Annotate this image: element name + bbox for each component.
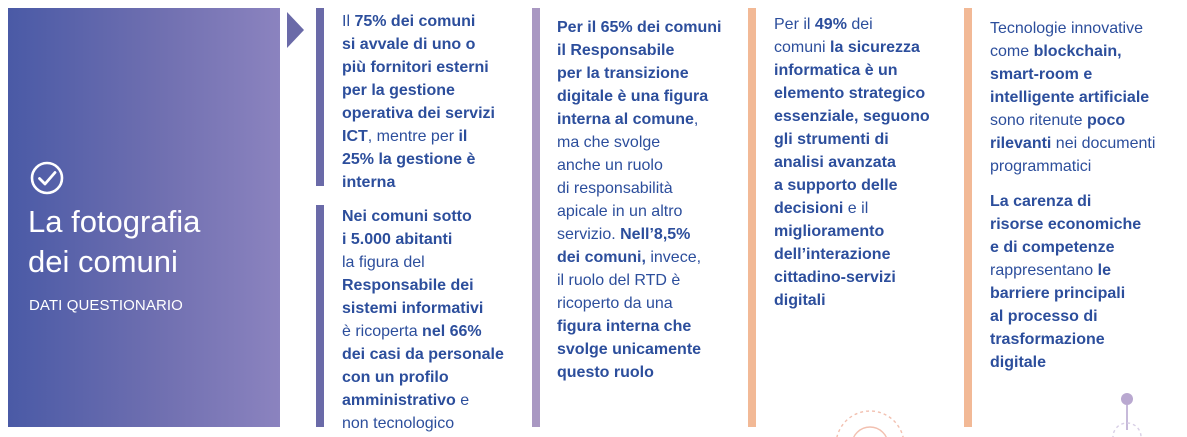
page-title-line-2: dei comuni: [28, 244, 178, 279]
body-text: e non tecnologico: [342, 392, 470, 432]
header-panel: [8, 8, 280, 427]
page-title-line-1: La fotografia: [28, 204, 201, 239]
body-text: Tecnologie innovative come: [990, 20, 1143, 60]
accent-bar-col2: [532, 8, 540, 427]
highlighted-text: 75% dei comuni si avvale di uno o più fornitori esterni per la gestione operativa dei servizi ICT: [342, 13, 495, 145]
accent-bar-col3: [748, 8, 756, 427]
body-text: , ma che svolge anche un ruolo di responsabilità apicale in un altro servizio.: [557, 111, 699, 243]
accent-bar-col1-bottom: [316, 205, 324, 427]
decorative-network-graphic: [1090, 388, 1150, 437]
body-text: rappresentano: [990, 262, 1094, 279]
body-text: e il: [847, 200, 869, 217]
stat-block-barriers: [990, 190, 1180, 374]
accent-bar-col4: [964, 8, 972, 427]
arrow-right-icon: [287, 12, 304, 48]
body-text: è ricoperta: [342, 323, 418, 340]
stat-block-small-comuni: [342, 205, 526, 435]
body-text: , mentre per: [367, 128, 459, 145]
highlighted-text: poco rilevanti: [990, 112, 1126, 152]
highlighted-text: le barriere principali al processo di trasformazione digitale: [990, 262, 1126, 371]
checkmark-circle-icon: [30, 161, 64, 195]
body-text: Per il: [774, 16, 815, 33]
highlighted-text: la sicurezza informatica è un elemento strategico essenziale, seguono gli strumenti di analisi avanzata a supporto delle decisioni: [774, 39, 930, 217]
page-subtitle: DATI QUESTIONARIO: [29, 297, 183, 314]
highlighted-text: figura interna che svolge unicamente questo ruolo: [557, 318, 702, 381]
highlighted-text: nel 66% dei casi da personale con un profilo amministrativo: [342, 323, 504, 409]
highlighted-text: Per il 65% dei comuni il Responsabile per la transizione digitale è una figura interna al comune: [557, 19, 722, 128]
accent-bar-col1-top: [316, 8, 324, 186]
highlighted-text: il 25% la gestione è interna: [342, 128, 476, 191]
stat-block-rtd: [557, 16, 741, 384]
decorative-circles-graphic: [830, 405, 910, 437]
body-text: dei comuni: [774, 16, 873, 56]
highlighted-text: La carenza di risorse economiche e di competenze: [990, 193, 1142, 256]
body-text: Il: [342, 13, 355, 30]
stat-block-security: [774, 13, 958, 312]
body-text: sono ritenute: [990, 112, 1083, 129]
highlighted-text: 49%: [814, 16, 847, 33]
page-title: [28, 202, 200, 282]
highlighted-text: Nell’8,5% dei comuni,: [557, 226, 691, 266]
body-text: invece, il ruolo del RTD è ricoperto da una: [557, 249, 702, 312]
highlighted-text: blockchain, smart-room e intelligente artificiale: [990, 43, 1150, 106]
highlighted-text: Responsabile dei sistemi informativi: [342, 277, 484, 317]
stat-block-innovative-tech: [990, 17, 1180, 178]
body-text: nei documenti programmatici: [990, 135, 1156, 175]
body-text: la figura del: [342, 254, 425, 271]
highlighted-text: Nei comuni sotto i 5.000 abitanti: [342, 208, 472, 248]
stat-block-outsourcing: [342, 10, 526, 194]
highlighted-text: miglioramento dell’interazione cittadino-servizi digitali: [774, 223, 896, 309]
